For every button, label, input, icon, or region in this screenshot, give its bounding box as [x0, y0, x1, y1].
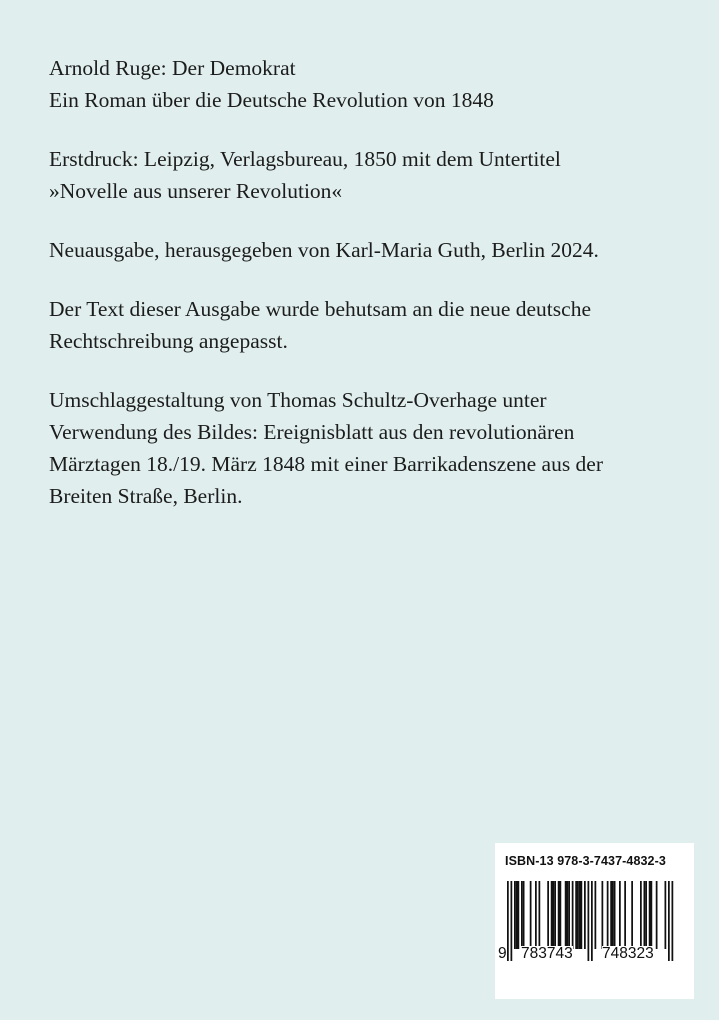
- cover-design-line-3: Märztagen 18./19. März 1848 mit einer Barrikadenszene aus der: [49, 452, 604, 476]
- imprint-text: [49, 52, 689, 539]
- barcode-bar: [644, 881, 646, 949]
- barcode-bar: [558, 881, 560, 949]
- barcode-bar: [668, 881, 670, 961]
- barcode-bar: [516, 881, 518, 949]
- spelling-note-paragraph: [49, 293, 689, 357]
- cover-design-paragraph: [49, 384, 689, 512]
- cover-design-line-1: Umschlaggestaltung von Thomas Schultz-Overhage unter: [49, 388, 547, 412]
- new-edition-paragraph: [49, 234, 689, 266]
- barcode-bar: [595, 881, 597, 949]
- barcode-bar: [588, 881, 590, 961]
- barcode-bar: [530, 881, 532, 949]
- barcode-bar: [645, 881, 647, 949]
- barcode-bar: [568, 881, 570, 949]
- barcode-bar: [511, 881, 513, 961]
- barcode-bar: [560, 881, 562, 949]
- title-paragraph: [49, 52, 689, 116]
- barcode-bar: [656, 881, 658, 949]
- book-subtitle-line: Ein Roman über die Deutsche Revolution von 1848: [49, 88, 494, 112]
- barcode-bar: [514, 881, 516, 949]
- spelling-note-line-2: Rechtschreibung angepasst.: [49, 329, 288, 353]
- barcode-bar: [572, 881, 574, 949]
- barcode-bar: [665, 881, 667, 949]
- barcode-first-digit: 9: [498, 945, 507, 962]
- cover-design-line-2: Verwendung des Bildes: Ereignisblatt aus den revolutionären: [49, 420, 575, 444]
- barcode-bar: [619, 881, 621, 949]
- barcode-left-digits: 783743: [521, 945, 573, 962]
- first-edition-line-1: Erstdruck: Leipzig, Verlagsbureau, 1850 mit dem Untertitel: [49, 147, 561, 171]
- barcode-bar: [649, 881, 651, 949]
- barcode-bar: [612, 881, 614, 949]
- barcode-bar: [554, 881, 556, 949]
- barcode-bar: [575, 881, 577, 949]
- barcode-bar: [551, 881, 553, 949]
- barcode-bar: [521, 881, 523, 949]
- barcode-bar: [584, 881, 586, 949]
- barcode-right-digits: 748323: [602, 945, 654, 962]
- book-title-line: Arnold Ruge: Der Demokrat: [49, 56, 296, 80]
- barcode-bar: [672, 881, 674, 961]
- barcode-bar: [535, 881, 537, 949]
- barcode-bar: [610, 881, 612, 949]
- barcode-bar: [577, 881, 579, 949]
- isbn-box: [495, 843, 694, 999]
- cover-design-line-4: Breiten Straße, Berlin.: [49, 484, 243, 508]
- first-edition-line-2: »Novelle aus unserer Revolution«: [49, 179, 343, 203]
- barcode-bar: [640, 881, 642, 949]
- barcode-bar: [523, 881, 525, 949]
- barcode-bar: [565, 881, 567, 949]
- new-edition-line: Neuausgabe, herausgegeben von Karl-Maria Guth, Berlin 2024.: [49, 238, 599, 262]
- barcode-bar: [579, 881, 581, 949]
- barcode-bar: [651, 881, 653, 949]
- first-edition-paragraph: [49, 143, 689, 207]
- barcode-bar: [518, 881, 520, 949]
- barcode-bar: [547, 881, 549, 949]
- barcode-bar: [567, 881, 569, 949]
- barcode-bar: [602, 881, 604, 949]
- barcode-bar: [591, 881, 593, 961]
- barcode-bar: [631, 881, 633, 949]
- barcode-bar: [507, 881, 509, 961]
- isbn-label: ISBN-13 978-3-7437-4832-3: [505, 854, 666, 868]
- spelling-note-line-1: Der Text dieser Ausgabe wurde behutsam an die neue deutsche: [49, 297, 591, 321]
- barcode-bar: [539, 881, 541, 949]
- barcode-bar: [581, 881, 583, 949]
- barcode-bar: [553, 881, 555, 949]
- barcode-bar: [624, 881, 626, 949]
- barcode-bar: [607, 881, 609, 949]
- barcode-bar: [614, 881, 616, 949]
